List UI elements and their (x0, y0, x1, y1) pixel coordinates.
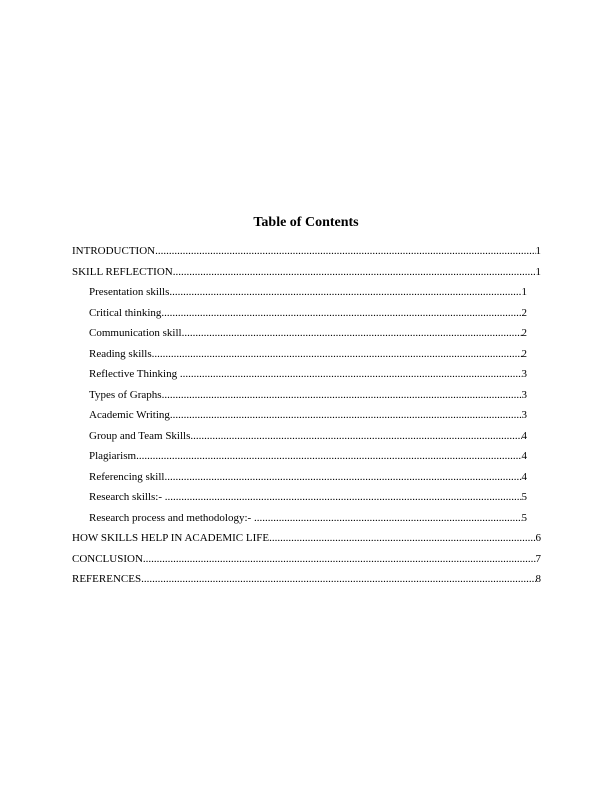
toc-page-number: 7 (535, 552, 541, 565)
toc-page-number: 5 (521, 511, 527, 524)
toc-dot-leader (190, 429, 521, 443)
toc-entry-conclusion[interactable] (72, 552, 541, 566)
toc-dot-leader (162, 388, 522, 402)
toc-page-number: 1 (521, 286, 527, 298)
toc-page-number: 3 (521, 368, 527, 380)
toc-dot-leader (180, 367, 522, 381)
toc-entry-reflective-thinking[interactable] (89, 367, 527, 381)
toc-dot-leader (161, 306, 521, 320)
toc-page-number: 4 (521, 450, 527, 462)
toc-page-number: 3 (521, 388, 527, 401)
toc-page-number: 2 (521, 347, 527, 360)
toc-dot-leader (143, 552, 536, 566)
toc-entry-label: Communication skill (89, 327, 182, 339)
toc-entry-label: Research process and methodology:- (89, 511, 254, 524)
toc-entry-label: Reading skills (89, 347, 152, 360)
toc-page-number: 8 (535, 573, 541, 585)
toc-entry-presentation-skills[interactable] (89, 285, 527, 299)
toc-page-number: 1 (535, 265, 541, 278)
toc-entry-critical-thinking[interactable] (89, 306, 527, 320)
toc-page-number: 4 (521, 429, 527, 442)
toc-entry-label: Presentation skills (89, 286, 170, 298)
toc-dot-leader (165, 490, 522, 504)
toc-entry-how-skills-help[interactable] (72, 531, 541, 545)
toc-entry-plagiarism[interactable] (89, 449, 527, 463)
toc-page-number: 1 (535, 245, 541, 257)
toc-entry-types-of-graphs[interactable] (89, 388, 527, 402)
toc-dot-leader (173, 265, 536, 279)
toc-entry-label: Critical thinking (89, 306, 162, 319)
toc-dot-leader (169, 285, 521, 299)
toc-entry-research-skills[interactable] (89, 490, 527, 504)
toc-entry-label: REFERENCES (72, 573, 142, 585)
toc-entry-research-process-and-methodology[interactable] (89, 511, 527, 525)
toc-dot-leader (269, 531, 535, 545)
toc-entry-label: Academic Writing (89, 409, 170, 421)
toc-entry-label: Plagiarism (89, 450, 137, 462)
toc-page-number: 4 (521, 470, 527, 483)
toc-dot-leader (136, 449, 521, 463)
toc-entry-label: Reflective Thinking (89, 368, 180, 380)
toc-entry-communication-skill[interactable] (89, 326, 527, 340)
toc-entry-references[interactable] (72, 572, 541, 586)
toc-entry-label: INTRODUCTION (72, 245, 156, 257)
toc-entry-group-and-team-skills[interactable] (89, 429, 527, 443)
toc-entry-label: Research skills:- (89, 491, 165, 503)
toc-entry-label: Referencing skill (89, 470, 165, 483)
toc-entry-label: Group and Team Skills (89, 429, 191, 442)
toc-dot-leader (152, 347, 522, 361)
toc-dot-leader (155, 244, 535, 258)
toc-dot-leader (164, 470, 521, 484)
toc-entry-skill-reflection[interactable] (72, 265, 541, 279)
toc-entry-label: Types of Graphs (89, 388, 162, 401)
toc-entry-label: CONCLUSION (72, 552, 143, 565)
toc-title: Table of Contents (253, 215, 359, 230)
toc-page-number: 3 (521, 409, 527, 421)
toc-dot-leader (182, 326, 522, 340)
toc-dot-leader (170, 408, 522, 422)
toc-entry-reading-skills[interactable] (89, 347, 527, 361)
toc-page-number: 2 (521, 327, 527, 339)
toc-page-number: 6 (535, 532, 541, 544)
toc-dot-leader (141, 572, 535, 586)
toc-entry-label: HOW SKILLS HELP IN ACADEMIC LIFE (72, 532, 270, 544)
toc-entry-introduction[interactable] (72, 244, 541, 258)
toc-page-number: 5 (521, 491, 527, 503)
toc-entry-label: SKILL REFLECTION (72, 265, 173, 278)
toc-entry-academic-writing[interactable] (89, 408, 527, 422)
toc-dot-leader (254, 511, 522, 525)
toc-page-number: 2 (521, 306, 527, 319)
toc-entry-referencing-skill[interactable] (89, 470, 527, 484)
